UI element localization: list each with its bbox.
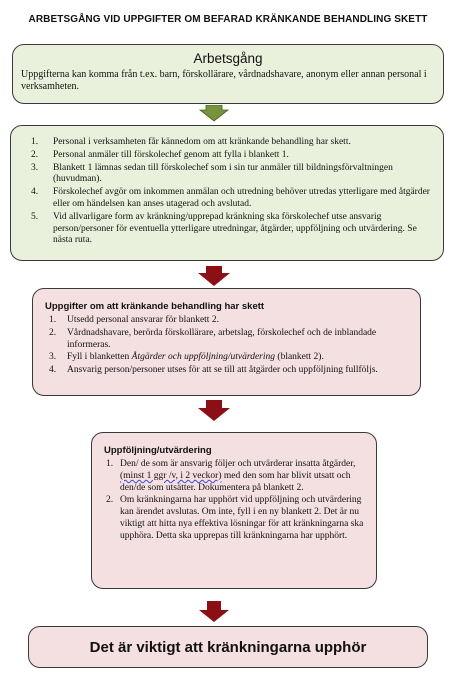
list-item: 1. Utsedd personal ansvarar för blankett 2.: [49, 315, 219, 325]
box-uppgifter: [32, 288, 421, 396]
list-item: 2. Om kränkningarna har upphört vid uppföljning och utvärdering kan ärendet avslutas. Om inte, fyll i en ny blankett 2. Det är nu viktigt att hitta nya effektiva lösningar för att kränkningarna ska upphöra. Detta ska upprepas till kränkningarna har upphört.: [106, 495, 364, 541]
list-item: 2. Vårdnadshavare, berörda förskollärare, arbetslag, förskolechef och de inblandade informeras.: [49, 327, 377, 350]
list-item: 4. Förskolechef avgör om inkommen anmälan och utredning behöver utredas ytterligare med åtgärder eller om händelsen kan anses utagerad och avslutad.: [31, 187, 430, 209]
box-uppgifter-heading: Uppgifter om att kränkande behandling har skett: [45, 301, 265, 312]
diagram-title: ARBETSGÅNG VID UPPGIFTER OM BEFARAD KRÄNKANDE BEHANDLING SKETT: [28, 14, 428, 25]
box-arbetsgang-heading: Arbetsgång: [193, 51, 263, 66]
box-conclusion: [28, 626, 428, 668]
box-uppfoljning-heading: Uppföljning/utvärdering: [104, 445, 212, 456]
list-item: 1. Den/ de som är ansvarig följer och utvärderar insatta åtgärder, (minst 1 ggr /v, i 2 veckor) med den som har blivit utsatt och den/de som utsätter. Dokumentera på blankett 2.: [106, 459, 356, 493]
red-arrow-down-icon: [197, 266, 231, 287]
red-arrow-down-icon: [197, 400, 231, 422]
green-arrow-down-icon: [199, 105, 229, 122]
list-item: 5. Vid allvarligare form av kränkning/upprepad kränkning ska förskolechef utse ansvarig person/personer för eventuella ytterligare utredningar, åtgärder, uppföljning och utvärdering. Se nästa ruta.: [31, 211, 417, 246]
conclusion-text: Det är viktigt att kränkningarna upphör: [89, 638, 367, 656]
list-item: 3. Blankett 1 lämnas sedan till förskolechef som i sin tur anmäler till bildningsförvaltningen (huvudman).: [31, 162, 393, 185]
list-item: 4. Ansvarig person/personer utses för att se till att åtgärder och uppföljning fullföljs.: [49, 365, 378, 376]
list-item: 3. Fyll i blanketten Åtgärder och uppföljning/utvärdering (blankett 2).: [49, 352, 324, 363]
box-arbetsgang: [12, 44, 444, 104]
red-arrow-down-icon: [198, 601, 230, 623]
box-steps: [10, 125, 444, 261]
box-uppfoljning: [91, 432, 377, 589]
uppgifter-list: [45, 315, 410, 377]
steps-list: [25, 137, 433, 247]
uppfoljning-list: [104, 459, 366, 543]
box-arbetsgang-text: Uppgifterna kan komma från t.ex. barn, förskollärare, vårdnadshavare, anonym eller annan personal i verksamheten.: [21, 69, 427, 92]
list-item: 1. Personal i verksamheten får kännedom om att kränkande behandling har skett.: [31, 137, 351, 147]
list-item: 2. Personal anmäler till förskolechef genom att fylla i blankett 1.: [31, 149, 289, 160]
